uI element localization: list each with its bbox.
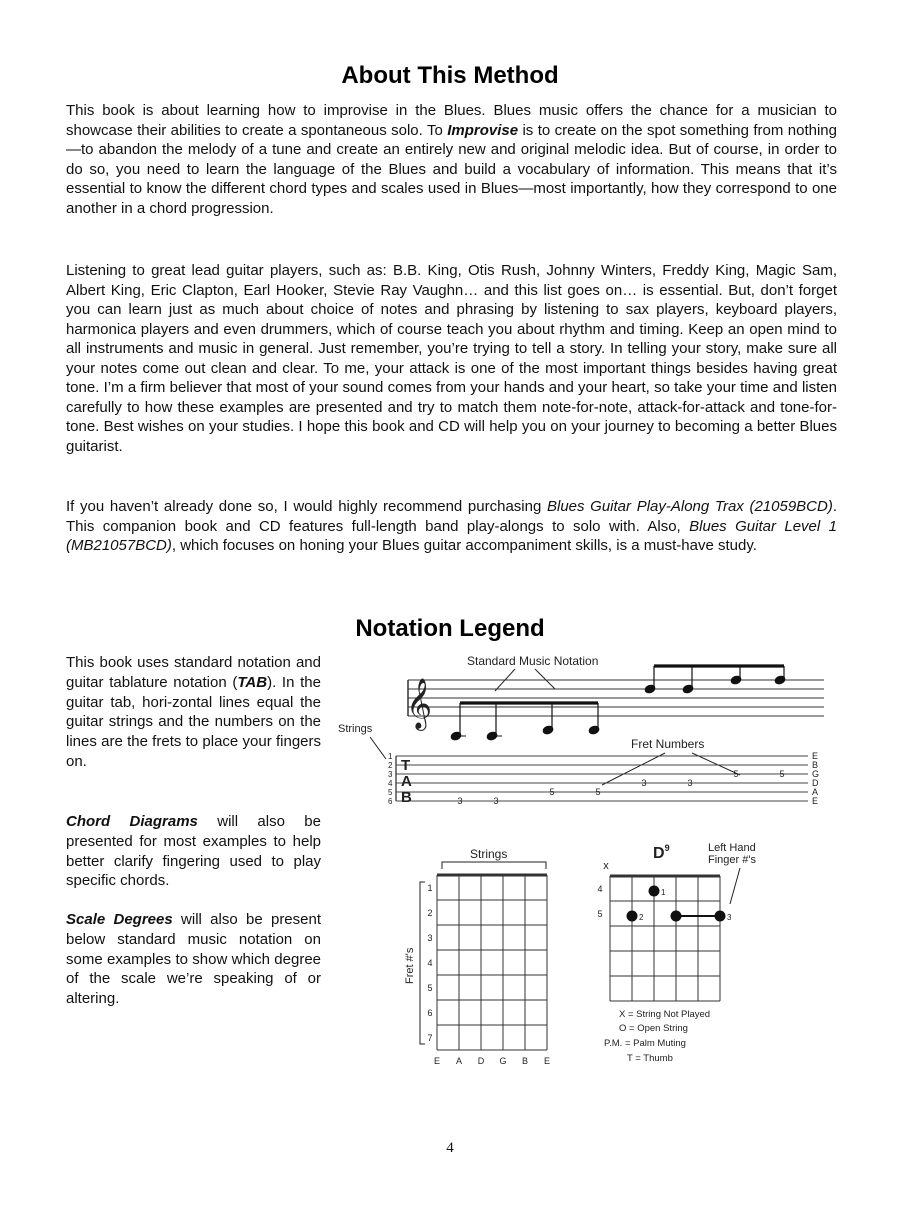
- svg-text:5: 5: [549, 787, 555, 797]
- legend-scale-text: Scale Degrees will also be present below standard music notation on some examples to show which degree of the scale we’re speaking of or altering.: [66, 911, 322, 1008]
- tab-string-names: [812, 751, 819, 806]
- notation-key: [604, 1009, 710, 1064]
- svg-text:3: 3: [727, 913, 732, 922]
- chord-diagrams-figure: [395, 838, 770, 1074]
- svg-text:D: D: [812, 778, 819, 788]
- svg-text:E: E: [812, 796, 819, 806]
- svg-text:6: 6: [427, 1008, 433, 1018]
- notes: [450, 666, 786, 741]
- about-title: About This Method: [341, 62, 559, 89]
- svg-text:7: 7: [427, 1033, 433, 1043]
- tab-staff: [396, 756, 808, 801]
- tab-fret-values: [457, 769, 784, 806]
- diagram-string-names: [434, 1056, 550, 1066]
- svg-text:B: B: [812, 760, 819, 770]
- svg-text:5: 5: [427, 983, 433, 993]
- about-paragraph-2: Listening to great lead guitar players, such as: B.B. King, Otis Rush, Johnny Winters, Freddy King, Magic Sam, Albert King, Eric Clapton, Earl Hooker, Stevie Ray Vaughn… and this list goes on… is essential. But, don’t forget you can learn just as much about choice of notes and phrasing by listening to sax players, keyboard players, harmonica players and even drummers, which of course teach you about rhythm and timing. Keep an open mind to all instruments and music in general. Just remember, you’re trying to tell a story. In telling your story, make sure all your notes come out clean and clear. To me, your attack is one of the most important things besides having great tone. I’m a firm believer that most of your sound comes from your hands and your heart, so take your time and listen carefully to how these examples are presented and try to match them note-for-note, attack-for-attack and tone-for-tone. Best wishes on your studies. I hope this book and CD will help you on your journey to becoming a better Blues guitarist.: [66, 262, 837, 455]
- svg-text:5: 5: [597, 909, 603, 919]
- page-number: 4: [446, 1140, 454, 1156]
- svg-text:2: 2: [639, 913, 644, 922]
- svg-text:A: A: [812, 787, 819, 797]
- fret-axis-label: Fret #'s: [404, 947, 416, 984]
- standard-notation-label: Standard Music Notation: [467, 654, 599, 668]
- book-title-level1: Blues Guitar Level 1 (MB21057BCD): [66, 517, 837, 554]
- svg-text:2: 2: [427, 908, 433, 918]
- svg-text:4: 4: [597, 884, 603, 894]
- fret-bracket: [420, 882, 425, 1044]
- diagram-strings-label: Strings: [470, 847, 508, 861]
- improvise-emphasis: Improvise: [447, 121, 519, 139]
- fret-numbers-label: Fret Numbers: [631, 737, 705, 751]
- svg-text:4: 4: [388, 779, 393, 788]
- svg-text:G: G: [499, 1056, 507, 1066]
- svg-text:G: G: [812, 769, 820, 779]
- svg-text:2: 2: [388, 761, 393, 770]
- d9-fret-labels: [597, 884, 602, 919]
- svg-text:D: D: [477, 1056, 485, 1066]
- svg-text:5: 5: [388, 788, 393, 797]
- strings-bracket: [442, 862, 546, 869]
- blank-chord-grid: [437, 875, 547, 1050]
- tab-emphasis: TAB: [237, 673, 268, 691]
- chord-diagrams-emphasis: Chord Diagrams: [66, 813, 198, 830]
- chord-name: $D^9$: [653, 843, 670, 862]
- svg-text:4: 4: [427, 958, 433, 968]
- svg-text:A: A: [455, 1056, 463, 1066]
- left-hand-pointer: [730, 868, 740, 904]
- svg-text:3: 3: [687, 778, 693, 788]
- svg-text:E: E: [543, 1056, 551, 1066]
- svg-text:1: 1: [427, 883, 433, 893]
- strings-label: Strings: [338, 723, 373, 735]
- tab-letters: [401, 757, 412, 806]
- svg-text:E: E: [812, 751, 819, 761]
- svg-text:1: 1: [661, 888, 666, 897]
- music-staff: [408, 680, 824, 716]
- svg-text:X = String Not Played: X = String Not Played: [619, 1009, 711, 1020]
- legend-chord-text: Chord Diagrams will also be presented for most examples to help better clarify fingering used to play specific chords.: [66, 813, 321, 890]
- about-paragraph-1: This book is about learning how to improvise in the Blues. Blues music offers the chance for a musician to showcase their abilities to create a spontaneous solo. To Improvise is to create on the spot something from nothing—to abandon the melody of a tune and create an entirely new and original melodic idea. But of course, in order to do so, you need to learn the language of the Blues and build a vocabulary of information. This means that it’s essential to know the different chord types and scales used in Blues—most importantly, how they correspond to one another in a chord progression.: [66, 102, 837, 217]
- diagram-fret-numbers: [427, 883, 432, 1043]
- about-paragraph-3: If you haven’t already done so, I would highly recommend purchasing Blues Guitar Play-Along Trax (21059BCD). This companion book and CD features full-length band play-alongs to solo with. Also, Blues Guitar Level 1 (MB21057BCD), which focuses on honing your Blues guitar accompaniment skills, is a must-have study.: [66, 498, 838, 554]
- svg-text:3: 3: [493, 796, 499, 806]
- notation-tab-figure: [330, 645, 840, 825]
- svg-text:3: 3: [388, 770, 393, 779]
- scale-degrees-emphasis: Scale Degrees: [66, 911, 173, 928]
- svg-text:3: 3: [457, 796, 463, 806]
- svg-text:E: E: [433, 1056, 441, 1066]
- book-title-trax: Blues Guitar Play-Along Trax (21059BCD): [546, 498, 833, 515]
- svg-text:3: 3: [641, 778, 647, 788]
- tab-string-numbers: [388, 752, 393, 806]
- svg-text:6: 6: [388, 797, 393, 806]
- svg-text:T = Thumb: T = Thumb: [627, 1053, 673, 1064]
- svg-text:3: 3: [427, 933, 433, 943]
- svg-text:B: B: [401, 789, 412, 806]
- legend-title: Notation Legend: [355, 615, 545, 642]
- svg-text:O = Open String: O = Open String: [619, 1023, 688, 1034]
- svg-text:1: 1: [388, 752, 393, 761]
- legend-tab-text: This book uses standard notation and guitar tablature notation (TAB). In the guitar tab, hori-zontal lines equal the guitar strings and the numbers on the lines are the frets to place your fingers on.: [66, 654, 321, 770]
- chord-x-mark: x: [603, 860, 609, 872]
- svg-text:P.M. = Palm Muting: P.M. = Palm Muting: [604, 1038, 686, 1049]
- svg-text:A: A: [401, 773, 412, 790]
- left-hand-label: Left Hand Finger #'s: [708, 842, 756, 866]
- fret-numbers-pointer: [602, 753, 740, 785]
- svg-text:5: 5: [779, 769, 785, 779]
- svg-text:5: 5: [595, 787, 601, 797]
- treble-clef-icon: 𝄞: [406, 679, 433, 728]
- svg-text:T: T: [401, 757, 411, 774]
- strings-pointer: [370, 737, 386, 759]
- svg-text:5: 5: [733, 769, 739, 779]
- svg-text:B: B: [521, 1056, 529, 1066]
